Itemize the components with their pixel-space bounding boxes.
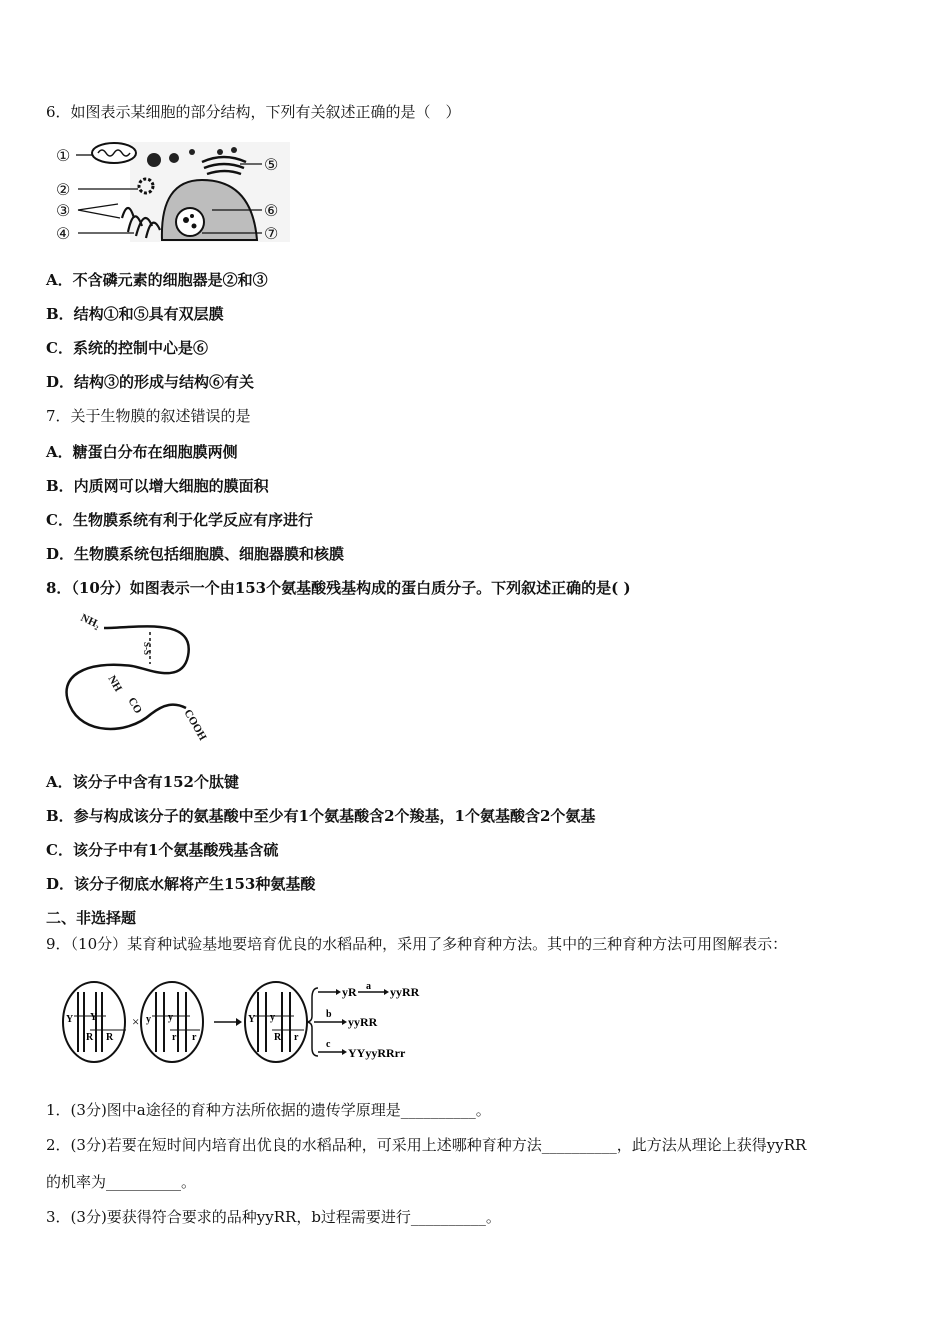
svg-text:r: r [294,1032,299,1043]
svg-text:Y: Y [248,1014,256,1025]
label-3: ③ [56,203,71,220]
q7-option-c: C．生物膜系统有利于化学反应有序进行 [46,511,313,529]
q9-sub2-line2: 的机率为__________。 [46,1173,197,1191]
label-nh2: NH₂ [78,611,102,632]
q7-option-a: A．糖蛋白分布在细胞膜两侧 [46,443,238,461]
q9-sub1: 1．(3分)图中a途径的育种方法所依据的遗传学原理是__________。 [46,1101,491,1119]
label-4: ④ [56,226,71,243]
section-title: 二、非选择题 [46,909,137,927]
label-7: ⑦ [264,226,279,243]
svg-text:Y: Y [90,1012,98,1023]
svg-text:y: y [270,1012,275,1023]
label-cooh: COOH [181,707,209,743]
svg-text:Y: Y [66,1014,74,1025]
q9-sub2-line1: 2．(3分)若要在短时间内培育出优良的水稻品种，可采用上述哪种育种方法__________，此方法从理论上获得yyRR [46,1136,807,1154]
q8-option-d: D．该分子彻底水解将产生153种氨基酸 [46,875,316,893]
svg-text:R: R [86,1032,94,1043]
label-co: CO [125,695,145,716]
q8-option-b: B．参与构成该分子的氨基酸中至少有1个氨基酸含2个羧基，1个氨基酸含2个氨基 [46,807,596,825]
q8-option-a: A．该分子中含有152个肽键 [46,773,239,791]
q7-option-b: B．内质网可以增大细胞的膜面积 [46,477,269,495]
path-b-label: b [326,1009,332,1020]
q6-stem: 6．如图表示某细胞的部分结构，下列有关叙述正确的是（ ） [46,103,461,121]
q7-stem: 7．关于生物膜的叙述错误的是 [46,407,251,425]
b-product: yyRR [348,1015,378,1029]
q6-option-b: B．结构①和⑤具有双层膜 [46,305,224,323]
q6-option-c: C．系统的控制中心是⑥ [46,339,208,357]
svg-text:r: r [192,1032,197,1043]
q7-option-d: D．生物膜系统包括细胞膜、细胞器膜和核膜 [46,545,345,563]
path-c-label: c [326,1039,331,1050]
q9-sub3: 3．(3分)要获得符合要求的品种yyRR，b过程需要进行__________。 [46,1208,501,1226]
svg-text:R: R [106,1032,114,1043]
svg-text:r: r [172,1032,177,1043]
svg-text:y: y [146,1014,151,1025]
q9-stem: 9．（10分）某育种试验基地要培育优良的水稻品种，采用了多种育种方法。其中的三种育种方法可用图解表示： [46,935,788,953]
cell-structure-figure [52,140,292,248]
a-intermediate: yR [342,985,357,999]
peptide-chain [67,626,189,729]
q6-option-a: A．不含磷元素的细胞器是②和③ [46,271,268,289]
label-nh: NH [105,673,125,694]
protein-chain-figure [46,606,221,746]
q8-option-c: C．该分子中有1个氨基酸残基含硫 [46,841,279,859]
label-2: ② [56,182,71,199]
c-product: YYyyRRrr [348,1046,406,1060]
label-6: ⑥ [264,203,279,220]
nucleolus-shape [176,208,204,236]
label-1: ① [56,148,71,165]
a-product: yyRR [390,985,420,999]
svg-text:y: y [168,1012,173,1023]
breeding-diagram [60,978,440,1066]
q8-stem: 8．（10分）如图表示一个由153个氨基酸残基构成的蛋白质分子。下列叙述正确的是( ) [46,579,631,597]
cross-symbol: × [132,1014,140,1029]
svg-text:R: R [274,1032,282,1043]
q6-option-d: D．结构③的形成与结构⑥有关 [46,373,255,391]
label-s-s: S-S [142,642,152,656]
path-a-label: a [366,981,371,992]
label-5: ⑤ [264,157,279,174]
